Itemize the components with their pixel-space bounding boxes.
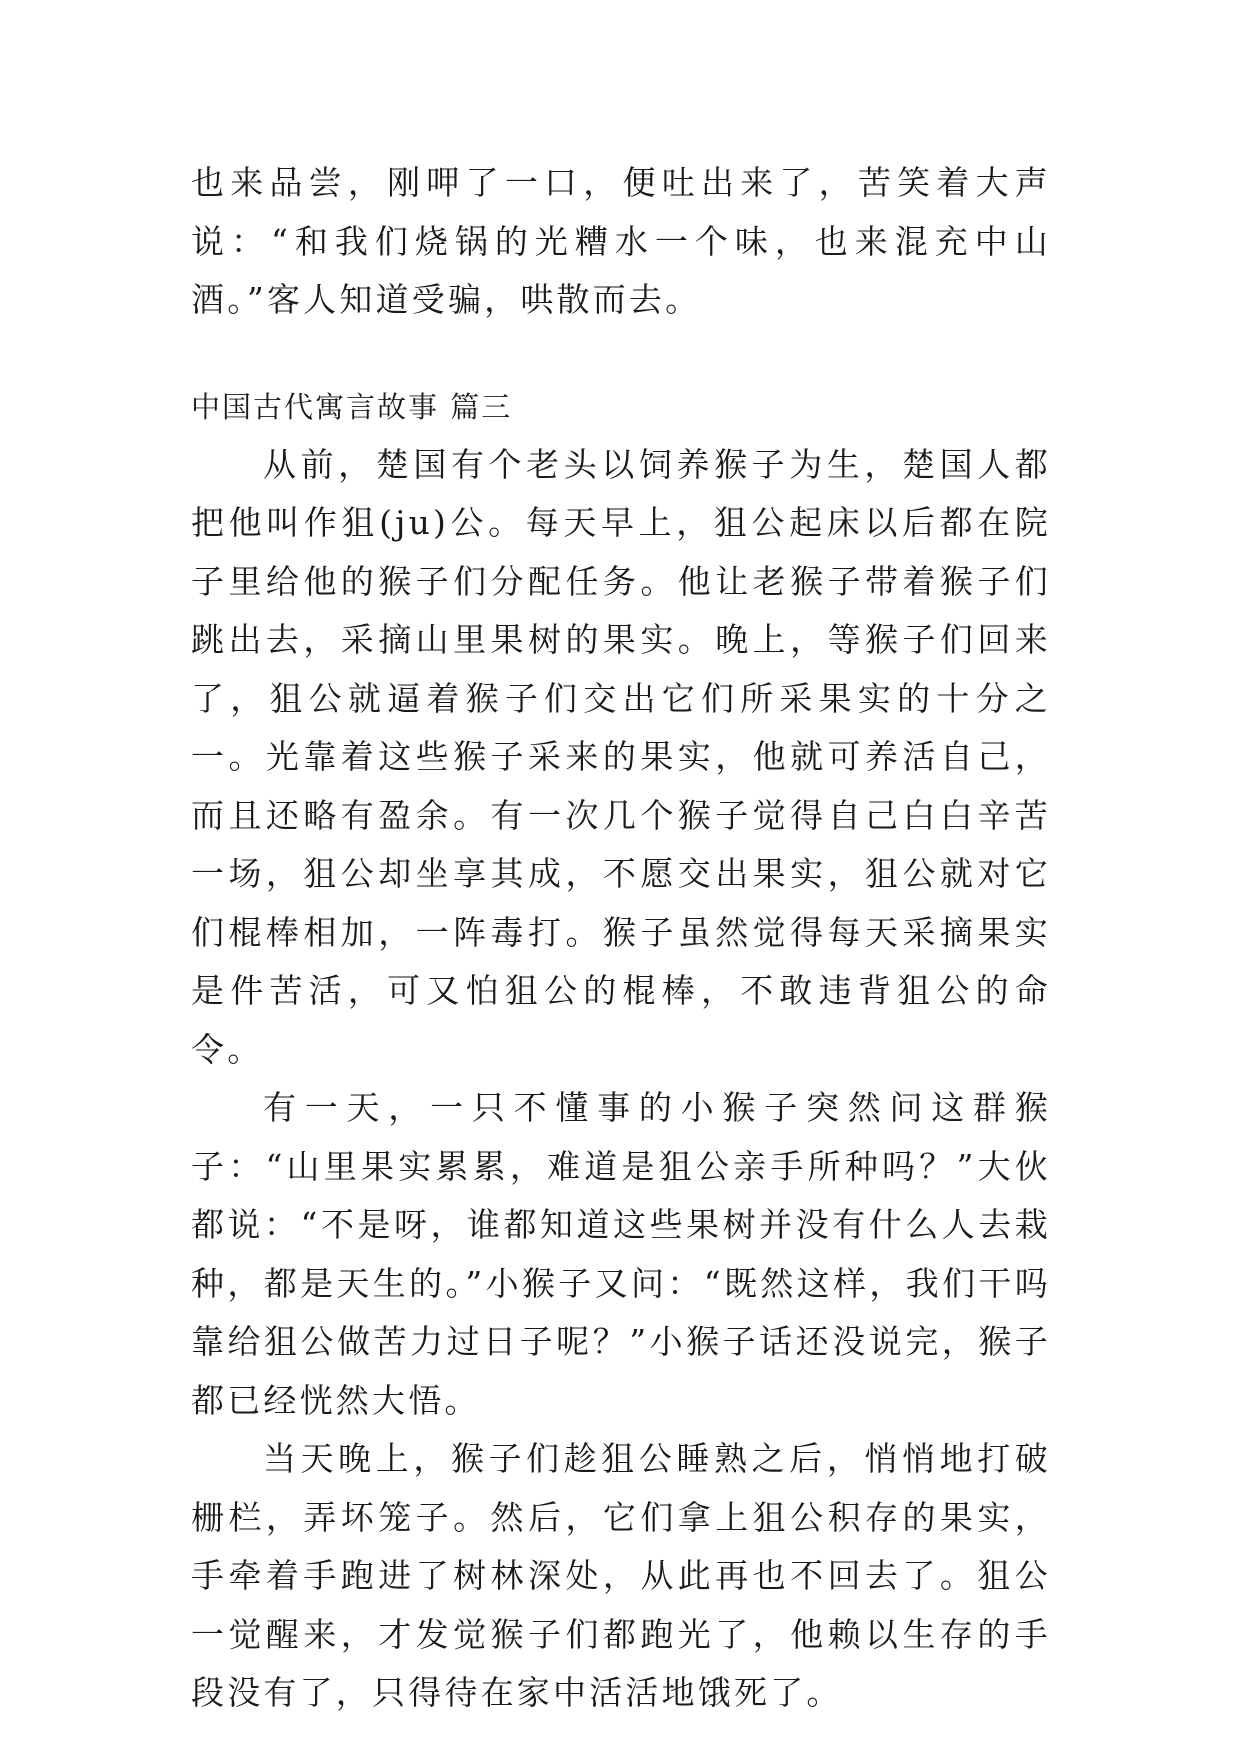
intro-paragraph: 也来品尝，刚呷了一口，便吐出来了，苦笑着大声说：“和我们烧锅的光糟水一个味，也来混充中山酒。”客人知道受骗，哄散而去。: [191, 163, 1051, 319]
story-paragraph-2: 有一天，一只不懂事的小猴子突然问这群猴子：“山里果实累累，难道是狙公亲手所种吗？”大伙都说：“不是呀，谁都知道这些果树并没有什么人去栽种，都是天生的。”小猴子又问：“既然这样，我们干吗靠给狙公做苦力过日子呢？”小猴子话还没说完，猴子都已经恍然大悟。: [191, 1088, 1051, 1420]
story-paragraph-1: 从前，楚国有个老头以饲养猴子为生，楚国人都把他叫作狙(ju)公。每天早上，狙公起床以后都在院子里给他的猴子们分配任务。他让老猴子带着猴子们跳出去，采摘山里果树的果实。晚上，等猴子们回来了，狙公就逼着猴子们交出它们所采果实的十分之一。光靠着这些猴子采来的果实，他就可养活自己，而且还略有盈余。有一次几个猴子觉得自己白白辛苦一场，狙公却坐享其成，不愿交出果实，狙公就对它们棍棒相加，一阵毒打。猴子虽然觉得每天采摘果实是件苦活，可又怕狙公的棍棒，不敢违背狙公的命令。: [191, 444, 1051, 1069]
story-paragraph-3: 当天晚上，猴子们趁狙公睡熟之后，悄悄地打破栅栏，弄坏笼子。然后，它们拿上狙公积存的果实，手牵着手跑进了树林深处，从此再也不回去了。狙公一觉醒来，才发觉猴子们都跑光了，他赖以生存的手段没有了，只得待在家中活活地饿死了。: [191, 1439, 1051, 1712]
document-body: [191, 154, 1051, 1723]
section-heading: 中国古代寓言故事 篇三: [191, 389, 513, 424]
section-spacer: [191, 330, 1051, 378]
